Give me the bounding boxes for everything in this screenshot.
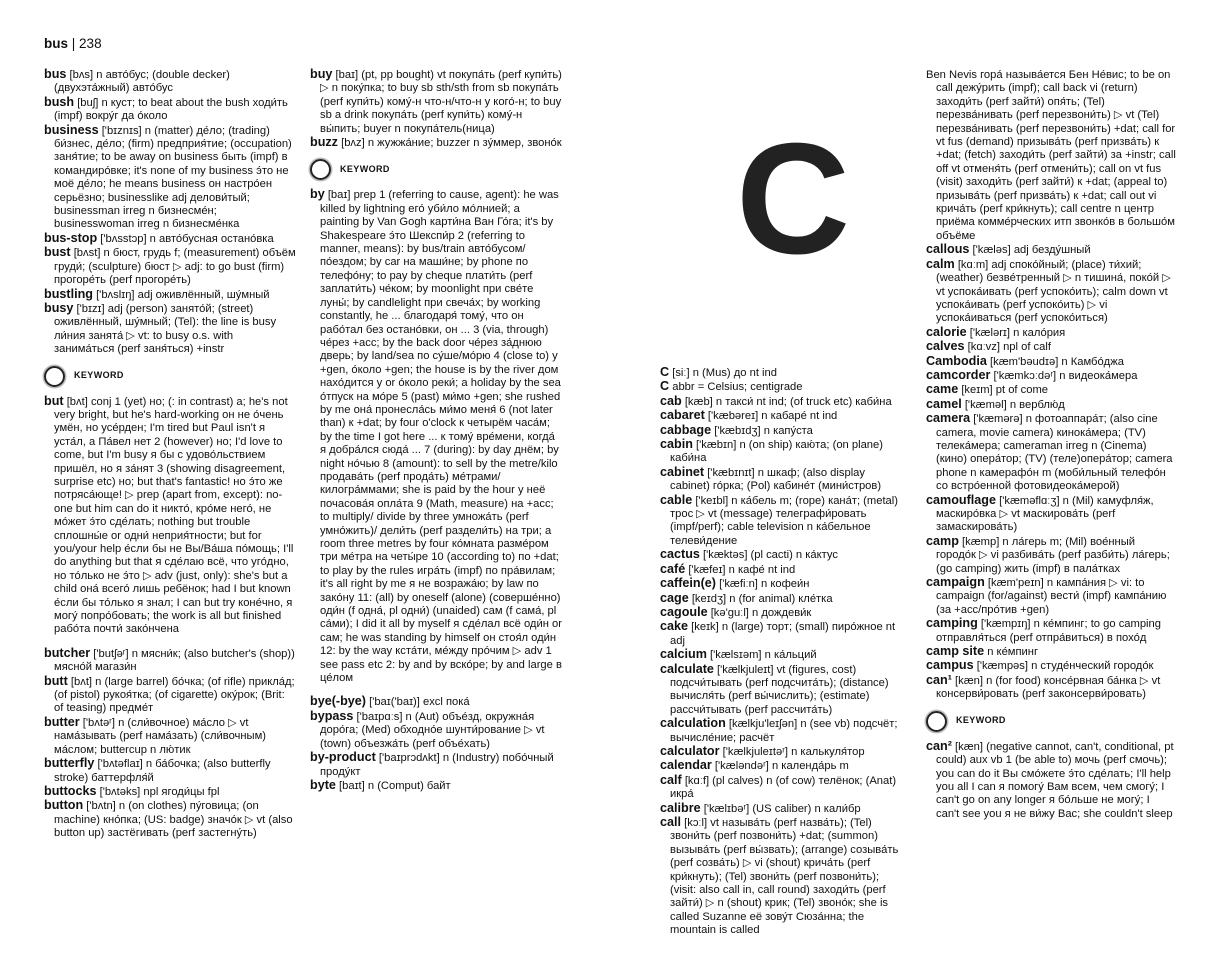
entry-definition: ['kæbɪn] n (on ship) каю́та; (on plane) каби́на xyxy=(670,439,883,465)
headword: bustling xyxy=(44,286,93,301)
dictionary-entry xyxy=(660,802,906,816)
headword: bypass xyxy=(310,708,354,723)
entry-definition: [bʌz] n жужжа́ние; buzzer n зу́ммер, звоно́к xyxy=(341,137,562,150)
entry-definition: ['kælɪbəʳ] (US caliber) n кали́бр xyxy=(703,802,861,815)
entry-definition: Ben Nevis гора́ называ́ется Бен Не́вис; to be on call дежу́рить (impf); call back vi (return) заходи́ть (perf зайти́) опя́ть; (Tel) перезва́нивать (perf перезвони́ть) ▷ vt (Tel) перезва́нивать (perf перезвони́ть) +dat; call for vt fus (demand) призыва́ть (perf призва́ть) к +dat; (fetch) заходи́ть (perf зайти́) за +instr; call off vt отменя́ть (perf отмени́ть); call on vt fus (visit) заходи́ть (perf зайти́) к +dat; (appeal to) призыва́ть (perf призва́ть) к +dat; call out vi крича́ть (perf кри́кнуть); call centre n центр приёма комме́рческих итп звонко́в в большо́м объёме xyxy=(926,69,1176,242)
entry-definition: [kɑːvz] npl of calf xyxy=(967,341,1051,354)
entry-definition: [siː] n (Mus) до nt ind xyxy=(672,367,777,379)
entry-definition: ['kæfeɪ] n кафе́ nt ind xyxy=(688,563,796,576)
column-4 xyxy=(926,68,1176,821)
entry-definition: [kæn] (negative cannot, can't, conditional, pt could) aux vb 1 (be able to) мочь (perf смочь); you can do it Вы смо́жете э́то сде́лать; I'll help you all I can я помогу́ Вам всем, чем смогу́; I can't go on any longer я бо́льше не могу́; I can't see you я не ви́жу Вас; she couldn't sleep xyxy=(936,740,1174,820)
dictionary-entry xyxy=(44,395,296,637)
dictionary-entry xyxy=(926,535,1176,576)
entry-definition: ['kæbɪnɪt] n шкаф; (also display cabinet) го́рка; (Pol) кабине́т (мини́стров) xyxy=(670,466,882,493)
column-2 xyxy=(310,68,562,793)
dictionary-entry xyxy=(44,302,296,357)
headword: calves xyxy=(926,339,965,354)
column-3 xyxy=(660,366,906,938)
headword: bye(-bye) xyxy=(310,694,366,709)
dictionary-entry xyxy=(926,383,1176,397)
entry-definition: ['bʌtn] n (on clothes) пу́говица; (on machine) кно́пка; (US: badge) значо́к ▷ vt (also button up) застёгивать (perf застегну́ть) xyxy=(54,800,293,840)
dictionary-entry xyxy=(660,717,906,745)
dictionary-entry xyxy=(44,96,296,124)
entry-definition: ['bɪzɪ] adj (person) занято́й; (street) оживлённый, шу́мный; (Tel): the line is busy ли́ния занята́ ▷ vt: to busy o.s. with занима́ться (perf заня́ться) +instr xyxy=(54,302,277,356)
dictionary-entry xyxy=(926,369,1176,383)
dictionary-entry xyxy=(660,424,906,438)
headword: calcium xyxy=(660,647,707,662)
entry-definition: [kæmp] n ла́герь m; (Mil) вое́нный городо́к ▷ vi разбива́ть (perf разби́ть) ла́герь; (go camping) жить (impf) в пала́тках xyxy=(936,535,1170,575)
entry-definition: ['bʌtəflaɪ] n ба́бочка; (also butterfly stroke) баттерфля́й xyxy=(54,758,271,784)
headword: C xyxy=(660,379,670,394)
headword: buzz xyxy=(310,135,338,150)
headword: buttocks xyxy=(44,783,97,798)
keyword-label: KEYWORD xyxy=(74,370,124,381)
dictionary-entry xyxy=(926,576,1176,617)
dictionary-entry xyxy=(926,326,1176,340)
dictionary-entry xyxy=(310,779,562,793)
headword: busy xyxy=(44,300,74,315)
headword: calf xyxy=(660,772,682,787)
section-letter: C xyxy=(736,111,851,287)
dictionary-entry xyxy=(926,659,1176,673)
keyword-label: KEYWORD xyxy=(956,715,1006,726)
running-header xyxy=(44,36,102,51)
headword: can² xyxy=(926,738,952,753)
dictionary-entry xyxy=(44,757,296,785)
dictionary-entry xyxy=(660,395,906,409)
entry-definition: ['kælərɪ] n кало́рия xyxy=(969,326,1066,339)
header-separator: | xyxy=(71,36,80,51)
headword: came xyxy=(926,382,959,397)
entry-definition: ['bʌtəʳ] n (сли́вочное) ма́сло ▷ vt нама́зывать (perf нама́зать) (сли́вочным) ма́слом; buttercup n лю́тик xyxy=(54,716,267,756)
entry-definition: ['kæləs] adj безду́шный xyxy=(972,244,1091,257)
dictionary-entry xyxy=(44,232,296,246)
headword: butt xyxy=(44,673,68,688)
header-word: bus xyxy=(44,36,69,51)
keyword-marker xyxy=(310,159,562,180)
entry-definition: ['kæbɪdʒ] n капу́ста xyxy=(714,424,813,437)
dictionary-entry xyxy=(660,663,906,718)
entry-definition: [baɪ] prep 1 (referring to cause, agent): he was killed by lightning его́ уби́ло мо́лнией; a painting by Van Gogh карти́на Ван Го́га; it's by Shakespeare э́то Шекспи́р 2 (referring to manner, means): by bus/train авто́бусом/по́ездом; by car на маши́не; by phone по телефо́ну; to pay by cheque плати́ть (perf заплати́ть) че́ком; by moonlight при све́те луны́; by candlelight при свеча́х; by working constantly, he ... благодаря́ тому́, что он рабо́тал без остано́вки, он ... 3 (via, through) че́рез +acc; by the back door че́рез за́днюю дверь; by land/sea по су́ше/мо́рю 4 (close to) у +gen, о́коло +gen; the house is by the river дом нахо́дится у or о́коло реки́; a holiday by the sea о́тпуск на мо́ре 5 (past) ми́мо +gen; she rushed by me она́ пронесла́сь ми́мо меня́ 6 (not later than) к +dat; by four o'clock к четырём часа́м; by the time I got here ... к тому́ вре́мени, когда́ я добра́лся сюда́ ... 7 (during): by day днём; by night но́чью 8 (amount): to sell by the metre/kilo продава́ть (perf прода́ть) ме́трами/ килогра́ммами; she is paid by the hour у неё почасова́я опла́та 9 (Math, measure) на +acc; to multiply/ divide by three умножа́ть (perf умно́жить)/ дели́ть (perf раздели́ть) на три; a room three metres by four ко́мната разме́ром три ме́тра на четы́ре 10 (according to) по +dat; to play by the rules игра́ть (impf) по пра́вилам; it's all right by me я не возража́ю; by law по зако́ну 11: (all) by oneself (alone) (соверше́нно) оди́н (f одна́, pl одни́) (unaided) сам (f сама́, pl са́ми); I did it all by myself я сде́лал всё оди́н or сам; he was standing by himself он стоя́л оди́н 12: by the way кста́ти, ме́жду про́чим ▷ adv 1 see pass etc 2: by and by вско́ре; by and large в це́лом xyxy=(320,189,562,685)
headword: bus xyxy=(44,67,67,81)
entry-definition: ['baɪpɑːs] n (Aut) объе́зд, окружна́я доро́га; (Med) обходно́е шунти́рование ▷ vt (town) объезжа́ть (perf объе́хать) xyxy=(320,710,545,750)
dictionary-entry xyxy=(660,466,906,494)
entry-definition: [bʌs] n авто́бус; (double decker) (двухэта́жный) авто́бус xyxy=(54,69,230,95)
entry-definition: abbr = Celsius; centigrade xyxy=(672,381,803,394)
headword: camp xyxy=(926,533,959,548)
headword: bust xyxy=(44,245,71,260)
entry-definition: ['kæmkɔːdəʳ] n видеока́мера xyxy=(993,369,1138,382)
dictionary-entry xyxy=(660,648,906,662)
entry-definition: ['bʌsstɔp] n авто́бусная остано́вка xyxy=(100,232,274,245)
dictionary-entry xyxy=(310,695,562,709)
entry-definition: [kə'guːl] n дождеви́к xyxy=(710,606,812,619)
dictionary-entry xyxy=(660,380,906,394)
dictionary-entry xyxy=(926,412,1176,493)
headword: but xyxy=(44,393,64,408)
entry-definition: ['kæktəs] (pl cacti) n ка́ктус xyxy=(703,549,838,562)
headword: cabin xyxy=(660,437,693,452)
headword: can¹ xyxy=(926,672,952,687)
entry-definition: ['kælkjuleɪt] vt (figures, cost) подсчи́тывать (perf подсчита́ть); (distance) вычисля́ть (perf вы́числить); (estimate) рассчи́тывать (perf рассчита́ть) xyxy=(670,663,889,716)
entry-definition: ['kæmpɪŋ] n ке́мпинг; to go camping отправля́ться (perf отпра́виться) в похо́д xyxy=(936,618,1161,644)
entry-definition: ['kælsɪəm] n ка́льций xyxy=(710,649,817,662)
entry-definition: [kɑːm] adj споко́йный; (place) ти́хий; (weather) безве́тренный ▷ n тишина́, поко́й ▷ vt успока́ивать (perf успоко́ить); calm down vt успока́ивать (perf успоко́ить) ▷ vi успока́иваться (perf успоко́иться) xyxy=(936,258,1171,325)
dictionary-entry xyxy=(310,188,562,685)
headword: caffein(e) xyxy=(660,576,716,591)
dictionary-entry xyxy=(926,740,1176,821)
dictionary-entry xyxy=(926,645,1176,659)
entry-definition: ['bʌslɪŋ] adj оживлённый, шу́мный xyxy=(96,288,270,301)
headword: bus-stop xyxy=(44,230,98,245)
entry-definition: [kæm'bəudɪə] n Камбо́джа xyxy=(990,355,1124,368)
headword: calm xyxy=(926,256,955,271)
dictionary-entry xyxy=(310,710,562,751)
dictionary-entry xyxy=(44,68,296,96)
entry-definition: ['baɪprɔdʌkt] n (Industry) побо́чный проду́кт xyxy=(320,752,554,778)
headword: calculate xyxy=(660,661,714,676)
dictionary-entry xyxy=(44,799,296,840)
headword: campaign xyxy=(926,575,985,590)
headword: cactus xyxy=(660,547,700,562)
headword: calorie xyxy=(926,324,967,339)
dictionary-entry xyxy=(926,674,1176,702)
dictionary-entry xyxy=(44,124,296,232)
headword: bush xyxy=(44,94,75,109)
dictionary-entry xyxy=(660,759,906,773)
headword: camouflage xyxy=(926,492,996,507)
headword: C xyxy=(660,365,670,379)
dictionary-entry xyxy=(660,745,906,759)
dictionary-entry xyxy=(660,592,906,606)
dictionary-entry xyxy=(926,68,1176,243)
dictionary-entry xyxy=(44,716,296,757)
dictionary-entry xyxy=(926,494,1176,535)
dictionary-entry xyxy=(926,340,1176,354)
headword: callous xyxy=(926,242,970,257)
dictionary-entry xyxy=(44,785,296,799)
keyword-marker xyxy=(44,366,296,387)
dictionary-entry xyxy=(660,409,906,423)
dictionary-entry xyxy=(44,246,296,287)
headword: buy xyxy=(310,67,333,81)
entry-definition: [kɑːf] (pl calves) n (of cow) телёнок; (Anat) икра́ xyxy=(670,774,897,801)
column-1 xyxy=(44,68,296,841)
entry-definition: [kæb] n такси́ nt ind; (of truck etc) каби́на xyxy=(684,395,892,408)
dictionary-entry xyxy=(926,243,1176,257)
headword: calculator xyxy=(660,743,720,758)
headword: camcorder xyxy=(926,367,991,382)
dictionary-entry xyxy=(660,366,906,380)
entry-definition: ['keɪbl] n ка́бель m; (rope) кана́т; (metal) трос ▷ vt (message) телеграфи́ровать (impf/perf); cable television n ка́бельное телеви́дение xyxy=(670,494,898,547)
entry-definition: [kæn] n (for food) консе́рвная ба́нка ▷ vt консерви́ровать (perf законсерви́ровать) xyxy=(936,674,1161,701)
entry-definition: ['kæmərə] n фотоаппара́т; (also cine camera, movie camera) кинока́мера; (TV) телека́мера; cameraman irreg n (Cinema) (кино) опера́тор; (TV) (теле)опера́тор; camera phone n камерафо́н m (моби́льный телефо́н со встро́енной фотовидеока́мерой) xyxy=(936,413,1173,493)
dictionary-entry xyxy=(660,438,906,466)
dictionary-entry xyxy=(310,68,562,136)
headword: camel xyxy=(926,396,962,411)
headword: calculation xyxy=(660,716,726,731)
headword: cab xyxy=(660,393,682,408)
keyword-ring-icon xyxy=(44,366,65,387)
dictionary-entry xyxy=(926,258,1176,326)
entry-definition: ['bɪznɪs] n (matter) де́ло; (trading) би́знес, де́ло; (firm) предприя́тие; (occupation) заня́тие; to be away on business быть (impf) в командиро́вке; it's none of my business э́то не моё де́ло; he means business он настро́ен серьёзно; businesslike adj делови́тый; businessman irreg n бизнесме́н; businesswoman irreg n бизнесме́нка xyxy=(54,124,292,231)
headword: cake xyxy=(660,619,689,634)
dictionary-entry xyxy=(310,751,562,779)
entry-definition: [kɔːl] vt называ́ть (perf назва́ть); (Tel) звони́ть (perf позвони́ть) +dat; (summon) вызыва́ть (perf вы́звать); (arrange) созыва́ть (perf созва́ть) ▷ vi (shout) крича́ть (perf кри́кнуть); (Tel) звони́ть (perf позвони́ть); (visit: also call in, call round) заходи́ть (perf зайти́) ▷ n (shout) крик; (Tel) звоно́к; she is called Suzanne её зову́т Сюза́нна; the mountain is called xyxy=(670,817,899,937)
entry-definition: ['butʃəʳ] n мясни́к; (also butcher's (shop)) мясно́й магази́н xyxy=(54,647,295,674)
entry-definition: [bʌt] n (large barrel) бо́чка; (of rifle) прикла́д; (of pistol) рукоя́тка; (of cigarette) оку́рок; (Brit: of teasing) предме́т xyxy=(54,675,295,715)
dictionary-entry xyxy=(660,606,906,620)
headword: cage xyxy=(660,590,689,605)
headword: café xyxy=(660,561,686,576)
entry-definition: [bʌst] n бюст, грудь f; (measurement) объём груди́; (sculpture) бюст ▷ adj: to go bust (firm) прогоре́ть (perf прогоре́ть) xyxy=(54,247,296,287)
keyword-ring-icon xyxy=(926,711,947,732)
entry-definition: [keɪm] pt of come xyxy=(961,384,1049,397)
headword: byte xyxy=(310,777,336,792)
headword: call xyxy=(660,815,682,829)
entry-definition: ['kæbəreɪ] n кабаре́ nt ind xyxy=(707,410,838,423)
entry-definition: [keɪdʒ] n (for animal) кле́тка xyxy=(691,592,833,605)
headword: by-product xyxy=(310,750,376,765)
headword: camera xyxy=(926,411,971,426)
entry-definition: [kæm'peɪn] n кампа́ния ▷ vi: to campaign (for/against) вести́ (impf) кампа́нию (за +acc/про́тив +gen) xyxy=(936,577,1167,616)
headword: cable xyxy=(660,492,693,507)
entry-definition: ['kælkjuleɪtəʳ] n калькуля́тор xyxy=(722,745,865,758)
entry-definition: [keɪk] n (large) торт; (small) пиро́жное nt adj xyxy=(670,621,896,647)
entry-definition: n ке́мпинг xyxy=(987,646,1039,659)
page-number: 238 xyxy=(79,36,102,51)
headword: campus xyxy=(926,658,974,673)
entry-definition: ['kæmpəs] n студе́нческий городо́к xyxy=(976,660,1154,673)
headword: calendar xyxy=(660,758,712,773)
dictionary-entry xyxy=(926,355,1176,369)
entry-definition: [buʃ] n куст; to beat about the bush ходи́ть (impf) вокру́г да о́коло xyxy=(54,96,288,123)
keyword-label: KEYWORD xyxy=(340,164,390,175)
dictionary-entry xyxy=(44,647,296,675)
keyword-marker xyxy=(926,711,1176,732)
entry-definition: ['baɪ('baɪ)] excl пока́ xyxy=(369,696,470,709)
entry-definition: [bʌt] conj 1 (yet) но; (: in contrast) а; he's not very bright, but he's hard-working он не о́чень умён, но усе́рден; I'm tired but Paul isn't я уста́л, а Па́вел нет 2 (however) но; I'd love to come, but I'm busy я бы с удово́льствием пришёл, но я за́нят 3 (showing disagreement, surprise etc) но; but that's fantastic! но э́то же потряса́юще! ▷ prep (apart from, except): no-one but him can do it никто́, кро́ме него́, не мо́жет э́то сде́лать; nothing but trouble сплошны́е or одни́ неприя́тности; but for you/your help е́сли бы не Вы/Ва́ша по́мощь; I'll do anything but that я сде́лаю всё, что уго́дно, но то́лько не э́то ▷ adv (just, only): she's but a child она́ всего́ лишь ребёнок; had I but known е́сли бы то́лько я знал; I can but try коне́чно, я могу́ попро́бовать; the work is all but finished рабо́та почти́ зако́нчена xyxy=(54,395,294,636)
entry-definition: ['kæməflɑːʒ] n (Mil) камуфля́ж, маскиро́вка ▷ vt маскирова́ть (perf замаскирова́ть) xyxy=(936,494,1154,534)
headword: business xyxy=(44,122,99,137)
entry-definition: [baɪt] n (Comput) байт xyxy=(339,779,451,792)
dictionary-entry xyxy=(660,563,906,577)
headword: cagoule xyxy=(660,604,708,619)
dictionary-entry xyxy=(660,620,906,648)
keyword-ring-icon xyxy=(310,159,331,180)
headword: button xyxy=(44,798,84,813)
headword: camp site xyxy=(926,644,985,659)
dictionary-entry xyxy=(660,494,906,549)
dictionary-entry xyxy=(660,548,906,562)
entry-definition: ['kæfiːn] n кофеи́н xyxy=(719,578,810,591)
entry-definition: ['kæməl] n верблю́д xyxy=(964,398,1065,411)
headword: butter xyxy=(44,714,80,729)
entry-definition: [kælkju'leɪʃən] n (see vb) подсчёт; вычисле́ние; расчёт xyxy=(670,718,898,744)
headword: Cambodia xyxy=(926,353,987,368)
dictionary-entry xyxy=(926,617,1176,645)
headword: by xyxy=(310,187,325,202)
headword: cabbage xyxy=(660,422,712,437)
dictionary-entry xyxy=(44,288,296,302)
headword: cabinet xyxy=(660,464,705,479)
dictionary-entry xyxy=(44,675,296,716)
headword: calibre xyxy=(660,800,701,815)
dictionary-entry xyxy=(660,816,906,938)
entry-definition: [baɪ] (pt, pp bought) vt покупа́ть (perf купи́ть) ▷ n поку́пка; to buy sb sth/sth from sb покупа́ть (perf купи́ть) кому́-н что-н/что-н у кого́-н; to buy sb a drink покупа́ть (perf купи́ть) кому́-н вы́пить; buyer n покупа́тель(ница) xyxy=(320,69,562,135)
headword: butcher xyxy=(44,645,91,660)
dictionary-entry xyxy=(310,136,562,150)
dictionary-entry xyxy=(926,398,1176,412)
dictionary-entry xyxy=(660,774,906,802)
headword: camping xyxy=(926,616,978,631)
entry-definition: ['kæləndəʳ] n календа́рь m xyxy=(714,760,849,773)
headword: butterfly xyxy=(44,756,95,771)
headword: cabaret xyxy=(660,408,705,423)
dictionary-entry xyxy=(660,577,906,591)
entry-definition: ['bʌtəks] npl ягоди́цы fpl xyxy=(99,785,220,798)
